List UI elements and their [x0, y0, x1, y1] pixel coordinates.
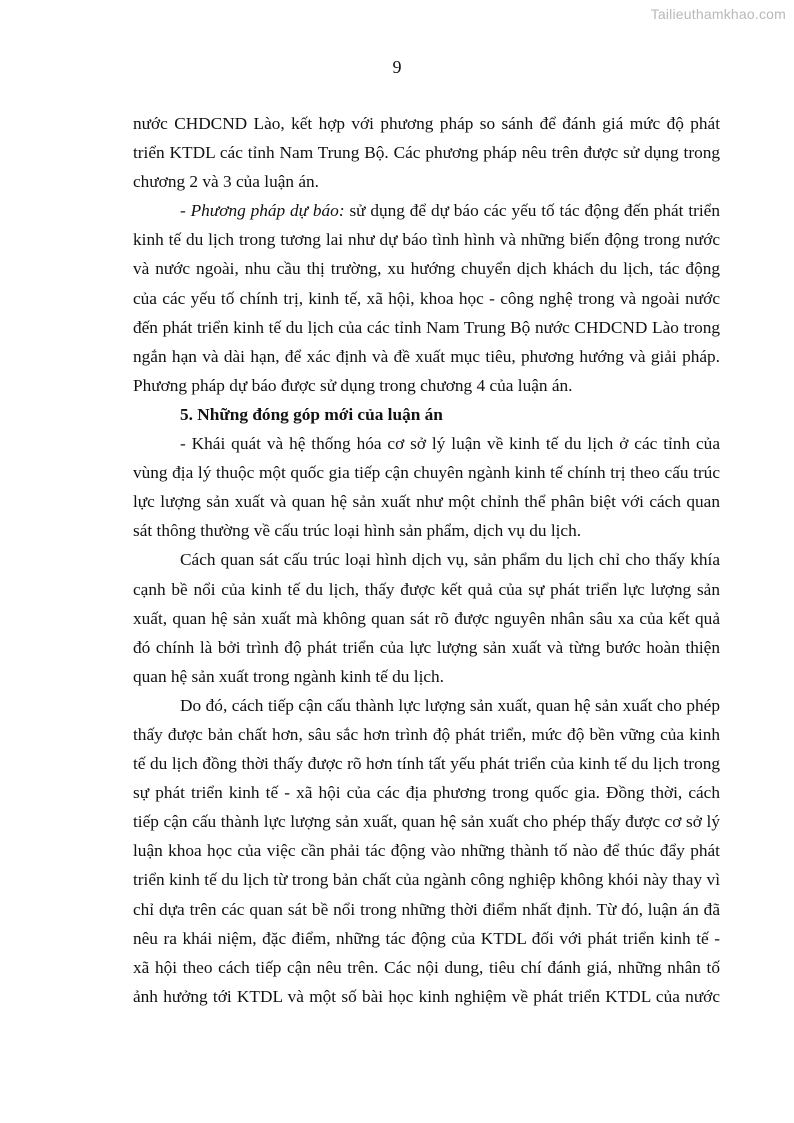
text-line: của các yếu tố chính trị, kinh tế, xã hội, khoa học - công nghệ trong và ngoài nước [133, 288, 720, 308]
text-line: và nước ngoài, nhu cầu thị trường, xu hướng chuyển dịch khách du lịch, tác động [133, 259, 720, 279]
text-line: sát thông thường về cấu trúc loại hình sản phẩm, dịch vụ du lịch. [133, 521, 582, 541]
text-line: Cách quan sát cấu trúc loại hình dịch vụ, sản phẩm du lịch chỉ cho thấy khía [180, 550, 720, 570]
text-line: cạnh bề nổi của kinh tế du lịch, thấy được kết quả của sự phát triển lực lượng sản [133, 579, 720, 599]
text-line: triển KTDL các tỉnh Nam Trung Bộ. Các phương pháp nêu trên được sử dụng trong [133, 143, 720, 163]
text-line: nêu ra khái niệm, đặc điểm, những tác động của KTDL đối với phát triển kinh tế - [133, 928, 720, 948]
text-line: quan hệ sản xuất trong ngành kinh tế du lịch. [133, 666, 444, 686]
text-line: nước CHDCND Lào, kết hợp với phương pháp so sánh để đánh giá mức độ phát [133, 114, 720, 133]
text-line: ngắn hạn và dài hạn, để xác định và đề xuất mục tiêu, phương hướng và giải pháp. [133, 346, 720, 366]
text-line [133, 196, 720, 225]
paragraph-approach [133, 691, 720, 1011]
document-body [133, 109, 720, 1011]
text-line: ảnh hưởng tới KTDL và một số bài học kinh nghiệm về phát triển KTDL của nước [133, 986, 720, 1006]
text-line: đến phát triển kinh tế du lịch của các tỉnh Nam Trung Bộ nước CHDCND Lào trong [133, 317, 720, 337]
list-dash: - [180, 201, 191, 221]
text-line: tế du lịch đồng thời thấy được rõ hơn tính tất yếu phát triển của kinh tế du lịch trong [133, 754, 720, 774]
text-line: chương 2 và 3 của luận án. [133, 172, 319, 192]
text-line: thấy được bản chất hơn, sâu sắc hơn trình độ phát triển, mức độ bền vững của kinh [133, 724, 720, 744]
text-run: sử dụng để dự báo các yếu tố tác động đến phát triển [344, 201, 720, 221]
paragraph-forecast-method [133, 196, 720, 400]
paragraph-observation [133, 545, 720, 690]
method-term: Phương pháp dự báo: [190, 201, 345, 221]
paragraph-contribution-1 [133, 429, 720, 545]
text-line: đó chính là bởi trình độ phát triển của lực lượng sản xuất và từng bước hoàn thiện [133, 637, 720, 657]
text-line: sự phát triển kinh tế - xã hội của các địa phương trong quốc gia. Đồng thời, cách [133, 783, 720, 803]
text-line: luận khoa học của việc cần phải tác động vào những thành tố nào để thúc đẩy phát [133, 841, 720, 861]
text-line: - Khái quát và hệ thống hóa cơ sở lý luận về kinh tế du lịch ở các tỉnh của [180, 434, 720, 454]
text-line: vùng địa lý thuộc một quốc gia tiếp cận chuyên ngành kinh tế chính trị theo cấu trúc [133, 463, 720, 483]
text-line: Do đó, cách tiếp cận cấu thành lực lượng sản xuất, quan hệ sản xuất cho phép [180, 695, 720, 715]
text-line: chỉ dựa trên các quan sát bề nổi trong những thời điểm nhất định. Từ đó, luận án đã [133, 899, 720, 919]
watermark: Tailieuthamkhao.com [650, 6, 786, 22]
text-line: xuất, quan hệ sản xuất mà không quan sát rõ được nguyên nhân sâu xa của kết quả [133, 608, 720, 628]
text-line: lực lượng sản xuất và quan hệ sản xuất như một chỉnh thể phân biệt với cách quan [133, 492, 720, 512]
text-line: xã hội theo cách tiếp cận nêu trên. Các nội dung, tiêu chí đánh giá, những nhân tố [133, 957, 720, 977]
paragraph-continuation [133, 109, 720, 196]
page-number: 9 [392, 57, 402, 77]
text-line: kinh tế du lịch trong tương lai như dự báo tình hình và những biến động trong nước [133, 230, 720, 250]
section-heading: 5. Những đóng góp mới của luận án [180, 404, 443, 424]
text-line: triển kinh tế du lịch từ trong bản chất của ngành công nghiệp không khói này thay vì [133, 870, 720, 890]
text-line: Phương pháp dự báo được sử dụng trong chương 4 của luận án. [133, 375, 573, 395]
text-line: tiếp cận cấu thành lực lượng sản xuất, quan hệ sản xuất cho phép thấy được cơ sở lý [133, 812, 720, 832]
